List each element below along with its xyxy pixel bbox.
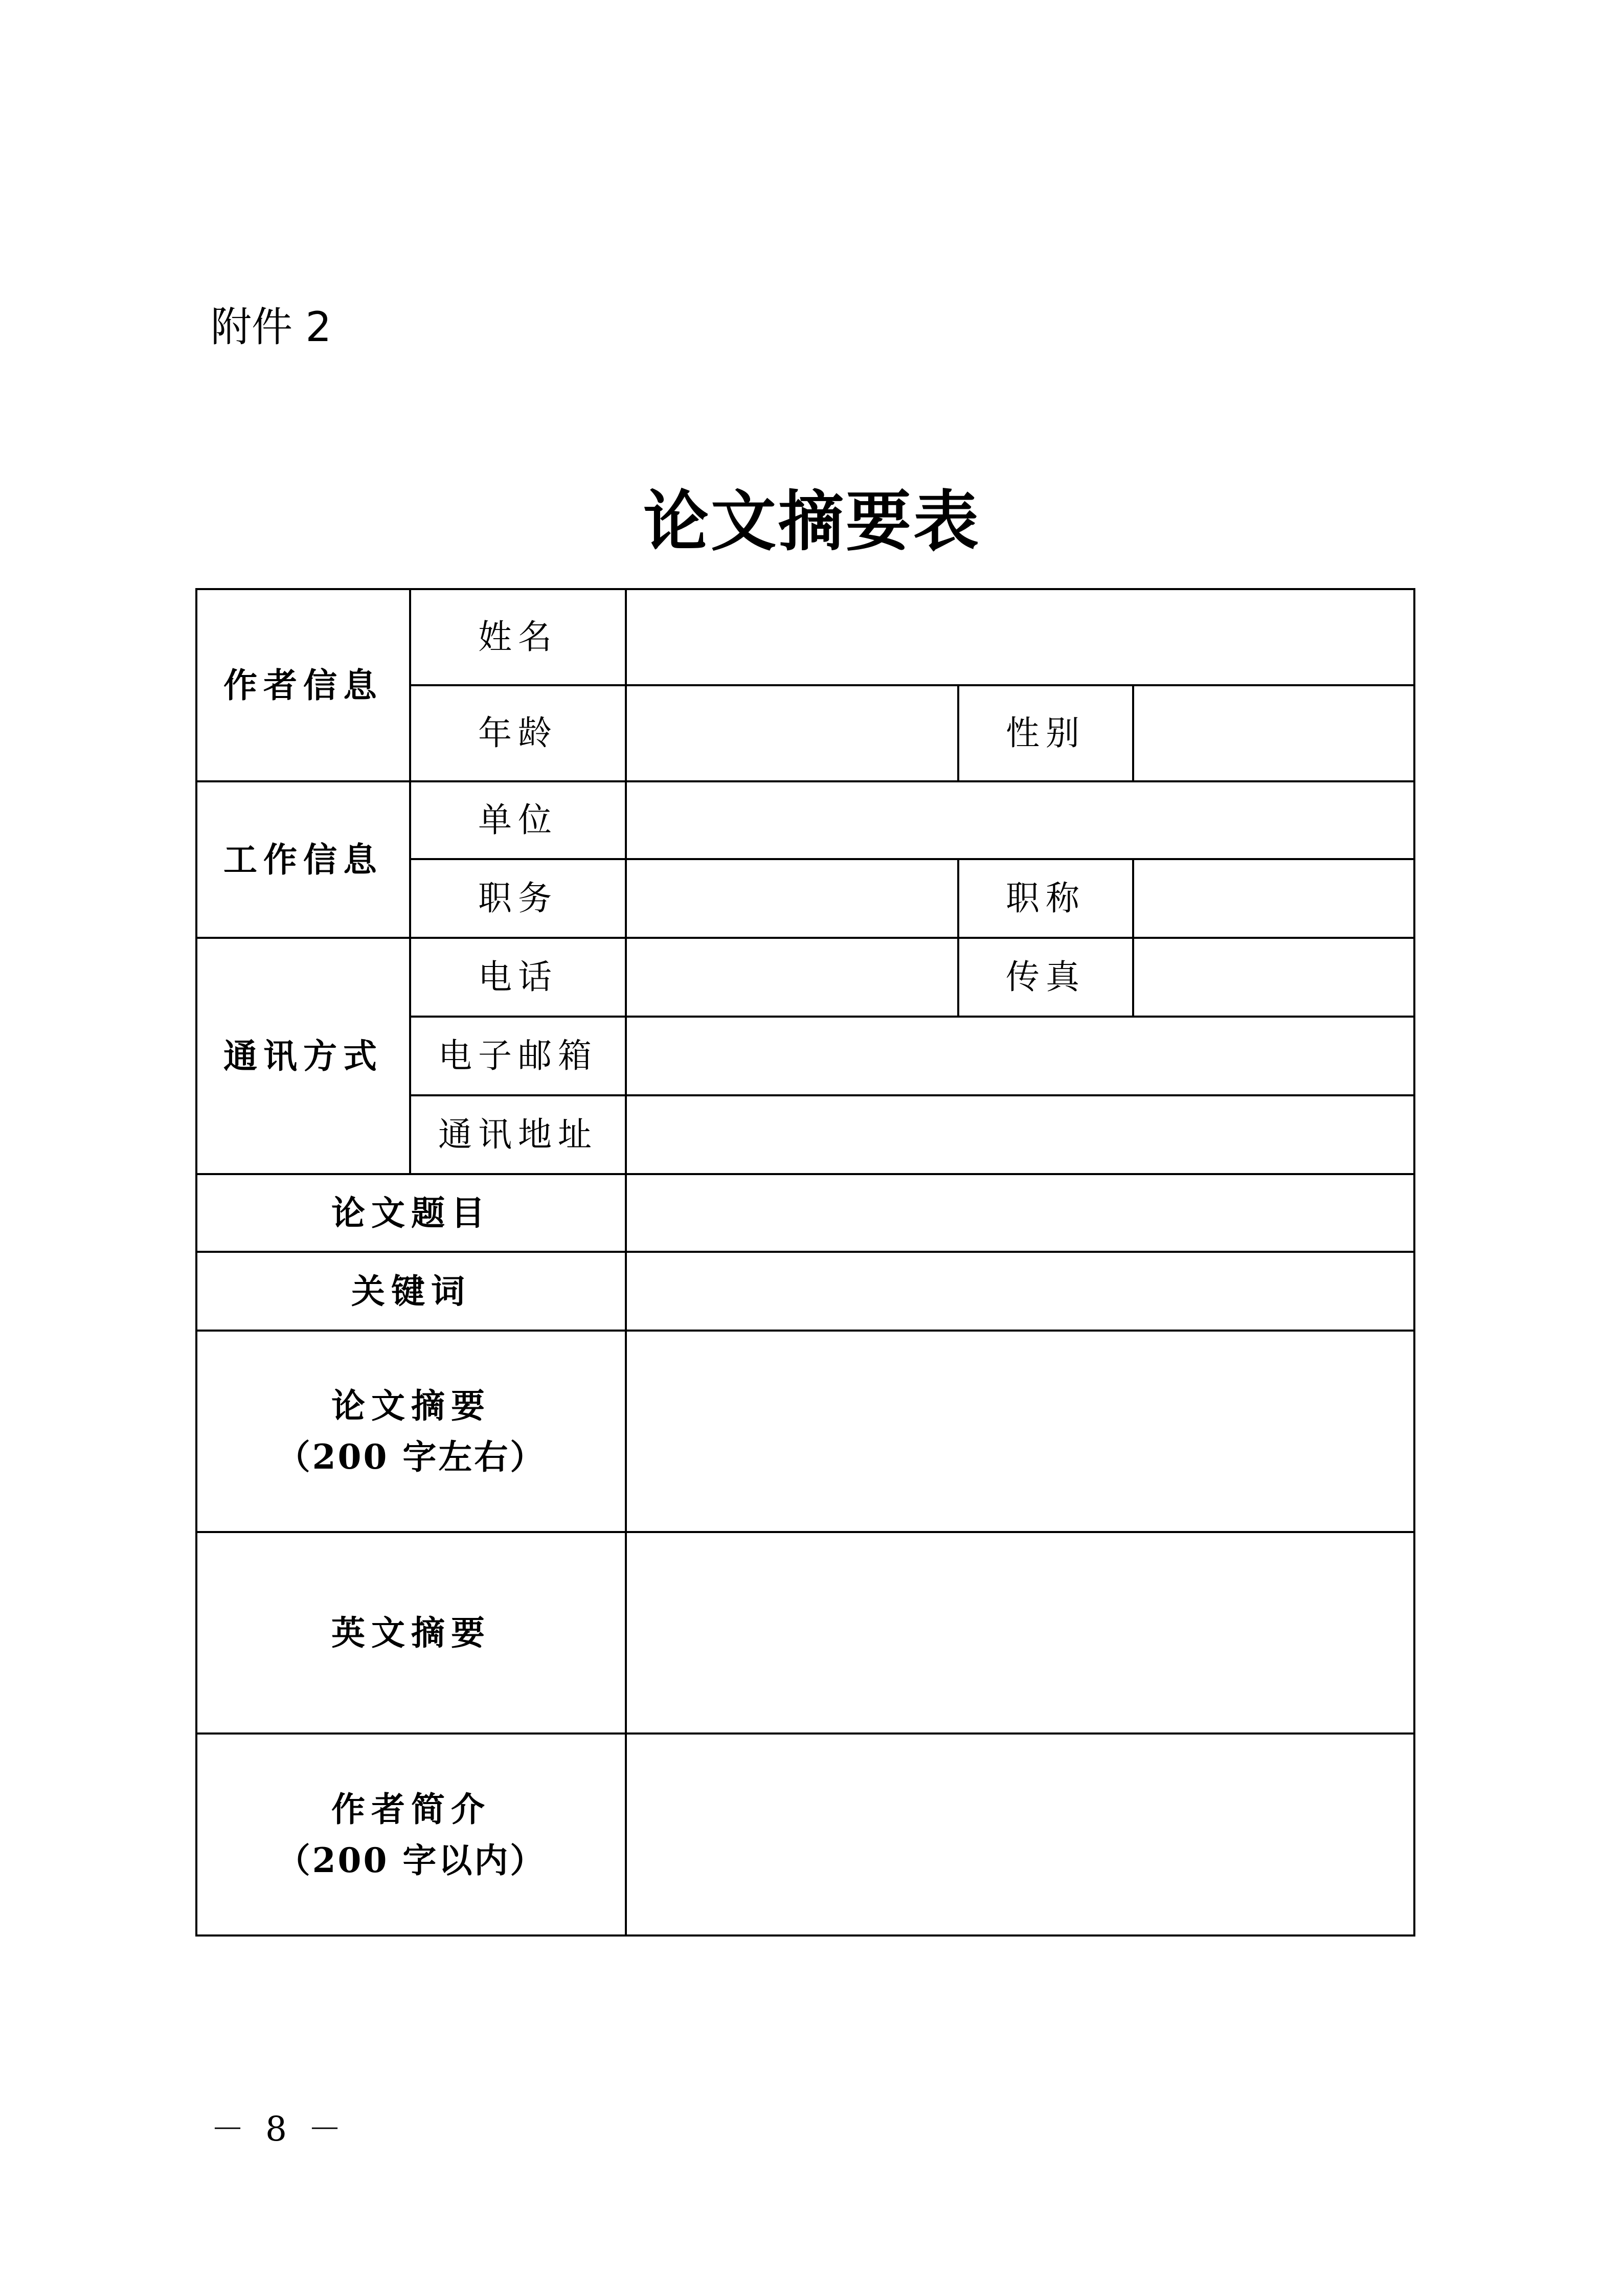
gender-field[interactable]	[1134, 686, 1413, 780]
unit-label: 单位	[478, 800, 558, 840]
abstract-label	[197, 1332, 625, 1531]
address-field[interactable]	[627, 1096, 1413, 1173]
phone-label: 电话	[478, 957, 558, 997]
age-field[interactable]	[627, 686, 957, 780]
abstract-form-table	[195, 588, 1415, 1937]
unit-field[interactable]	[627, 782, 1413, 858]
english-abstract-label: 英文摘要	[331, 1613, 491, 1653]
professional-title-field[interactable]	[1134, 860, 1413, 937]
abstract-label-line2: （200 字左右）	[276, 1437, 546, 1477]
abstract-label-line1: 论文摘要	[331, 1386, 491, 1426]
professional-title-label: 职称	[1006, 879, 1086, 918]
page-number: － 8 －	[211, 2109, 347, 2149]
paper-title-label: 论文题目	[331, 1193, 491, 1233]
author-bio-label-line1: 作者简介	[331, 1789, 491, 1829]
gender-label: 性别	[1006, 713, 1086, 753]
keywords-field[interactable]	[627, 1253, 1413, 1330]
author-bio-label-line2: （200 字以内）	[276, 1840, 546, 1880]
keywords-label: 关键词	[351, 1271, 471, 1311]
english-abstract-field[interactable]	[627, 1533, 1413, 1732]
email-label: 电子邮箱	[438, 1036, 598, 1075]
email-field[interactable]	[627, 1018, 1413, 1094]
fax-label: 传真	[1006, 957, 1086, 997]
work-info-group-label: 工作信息	[223, 840, 383, 880]
contact-group-label: 通讯方式	[223, 1036, 383, 1076]
page-title: 论文摘要表	[643, 483, 981, 560]
age-label: 年龄	[478, 713, 558, 753]
name-label: 姓名	[478, 617, 558, 657]
table-border-bottom	[195, 1934, 1415, 1937]
address-label: 通讯地址	[438, 1115, 598, 1154]
abstract-field[interactable]	[627, 1332, 1413, 1531]
paper-title-field[interactable]	[627, 1175, 1413, 1251]
fax-field[interactable]	[1134, 939, 1413, 1016]
author-bio-label	[197, 1735, 625, 1934]
position-label: 职务	[478, 879, 558, 918]
name-field[interactable]	[627, 590, 1413, 684]
attachment-label: 附件 2	[211, 303, 332, 351]
author-bio-field[interactable]	[627, 1735, 1413, 1934]
phone-field[interactable]	[627, 939, 957, 1016]
position-field[interactable]	[627, 860, 957, 937]
author-info-group-label: 作者信息	[223, 665, 383, 705]
table-border-right	[1413, 588, 1415, 1937]
